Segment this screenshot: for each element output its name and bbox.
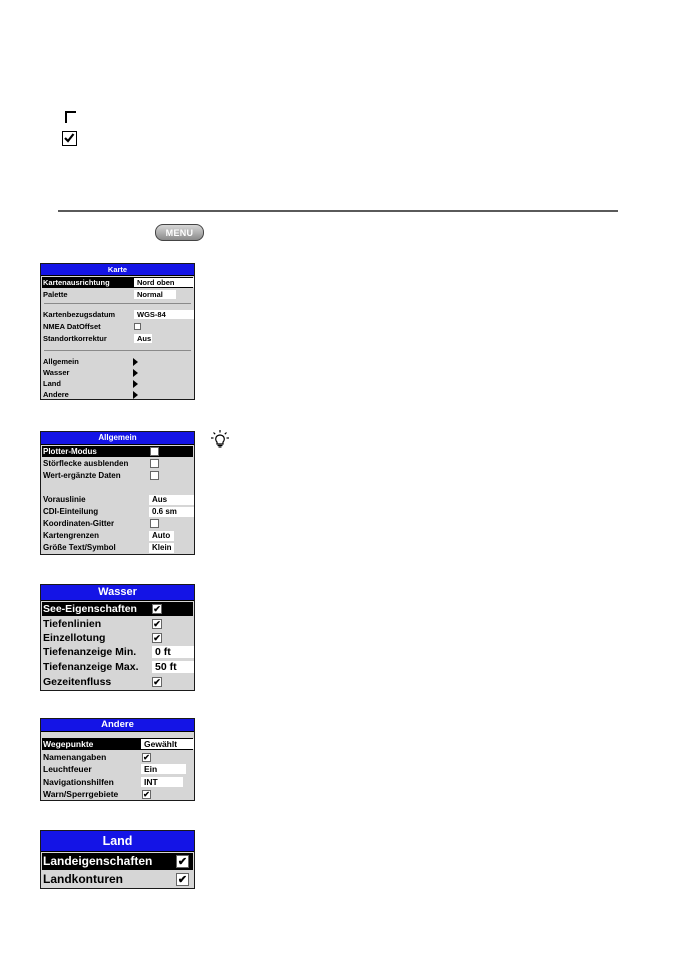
leuchtfeuer-value[interactable]: Ein [141,764,186,774]
allgemein-menu-title: Allgemein [41,432,194,445]
karte-menu-title: Karte [41,264,194,276]
koordinaten-gitter-checkbox[interactable] [150,519,159,528]
separator [44,303,191,304]
menu-row-landkonturen[interactable]: Landkonturen ✔ [43,872,188,886]
section-divider [58,210,618,212]
submenu-arrow-icon [133,380,138,388]
andere-menu-title: Andere [41,719,194,732]
allgemein-menu-panel [40,431,195,555]
menu-row-kartengrenzen[interactable]: Kartengrenzen Auto [42,530,193,541]
standortkorrektur-value[interactable]: Aus [134,334,152,343]
menu-row-stoerflecke[interactable]: Störflecke ausblenden [42,458,193,469]
menu-row-navigationshilfen[interactable]: Navigationshilfen INT [42,776,193,788]
menu-row-plotter-modus[interactable]: Plotter-Modus [42,446,193,457]
menu-row-einzellotung[interactable]: Einzellotung ✔ [43,632,161,644]
menu-row-warn-sperrgebiete[interactable]: Warn/Sperrgebiete ✔ [43,789,150,799]
menu-row-land[interactable]: Land [42,378,193,389]
menu-row-cdi-einteilung[interactable]: CDI-Einteilung 0.6 sm [42,506,193,517]
stoerflecke-checkbox[interactable] [150,459,159,468]
nmea-datoffset-checkbox[interactable] [134,323,141,330]
lightbulb-icon [210,429,230,449]
namenangaben-checkbox[interactable]: ✔ [143,753,150,762]
menu-row-landeigenschaften[interactable]: Landeigenschaften ✔ [42,853,193,870]
karte-menu-panel [40,263,195,400]
menu-row-gezeitenfluss[interactable]: Gezeitenfluss ✔ [43,676,161,688]
menu-row-namenangaben[interactable]: Namenangaben ✔ [43,752,150,762]
menu-row-standortkorrektur[interactable]: Standortkorrektur Aus [43,334,152,343]
land-menu-panel [40,830,195,889]
menu-row-tiefenlinien[interactable]: Tiefenlinien ✔ [43,618,161,630]
menu-row-vorauslinie[interactable]: Vorauslinie Aus [42,494,193,505]
tiefenanzeige-min-value[interactable]: 0 ft [152,646,194,658]
einzellotung-checkbox[interactable]: ✔ [153,633,161,643]
menu-row-leuchtfeuer[interactable]: Leuchtfeuer Ein [42,763,193,775]
menu-key-button[interactable]: MENU [155,224,204,241]
warn-sperrgebiete-checkbox[interactable]: ✔ [143,790,150,799]
wert-ergaenzte-daten-checkbox[interactable] [150,471,159,480]
tiefenanzeige-max-value[interactable]: 50 ft [152,661,194,673]
landeigenschaften-checkbox[interactable]: ✔ [177,856,188,868]
submenu-arrow-icon [133,369,138,377]
menu-row-kartenausrichtung[interactable]: Kartenausrichtung Nord oben [42,277,193,288]
navigationshilfen-value[interactable]: INT [141,777,183,787]
separator [44,350,191,351]
menu-row-allgemein[interactable]: Allgemein [42,356,193,367]
menu-row-tiefenanzeige-min[interactable]: Tiefenanzeige Min. 0 ft [42,645,193,659]
tiefenlinien-checkbox[interactable]: ✔ [153,619,161,629]
menu-row-groesse-text-symbol[interactable]: Größe Text/Symbol Klein [42,542,193,553]
menu-row-tiefenanzeige-max[interactable]: Tiefenanzeige Max. 50 ft [42,660,193,674]
submenu-arrow-icon [133,358,138,366]
wegepunkte-value[interactable]: Gewählt [141,739,194,749]
menu-row-andere[interactable]: Andere [42,389,193,400]
palette-value[interactable]: Normal [134,290,176,299]
kartenausrichtung-value[interactable]: Nord oben [134,278,194,287]
groesse-text-symbol-value[interactable]: Klein [149,543,174,553]
vorauslinie-value[interactable]: Aus [149,495,194,505]
plotter-modus-checkbox[interactable] [150,447,159,456]
menu-row-wert-ergaenzte-daten[interactable]: Wert-ergänzte Daten [42,470,193,481]
landkonturen-checkbox[interactable]: ✔ [177,874,188,886]
checkbox-checked-icon [62,131,77,146]
checkbox-unchecked-icon [65,111,76,123]
submenu-arrow-icon [133,391,138,399]
see-eigenschaften-checkbox[interactable]: ✔ [153,604,161,614]
land-menu-title: Land [41,831,194,852]
menu-row-wasser[interactable]: Wasser [42,367,193,378]
menu-row-nmea-datoffset[interactable]: NMEA DatOffset [42,321,193,332]
menu-row-palette[interactable]: Palette Normal [42,289,193,300]
kartenbezugsdatum-value[interactable]: WGS-84 [134,310,194,319]
menu-row-wegepunkte[interactable]: Wegepunkte Gewählt [42,738,193,750]
kartengrenzen-value[interactable]: Auto [149,531,174,541]
andere-menu-panel [40,718,195,801]
menu-row-koordinaten-gitter[interactable]: Koordinaten-Gitter [42,518,193,529]
gezeitenfluss-checkbox[interactable]: ✔ [153,677,161,687]
wasser-menu-title: Wasser [41,585,194,601]
menu-row-see-eigenschaften[interactable]: See-Eigenschaften ✔ [42,602,193,616]
wasser-menu-panel [40,584,195,691]
menu-row-kartenbezugsdatum[interactable]: Kartenbezugsdatum WGS-84 [42,309,193,320]
cdi-einteilung-value[interactable]: 0.6 sm [149,507,194,517]
